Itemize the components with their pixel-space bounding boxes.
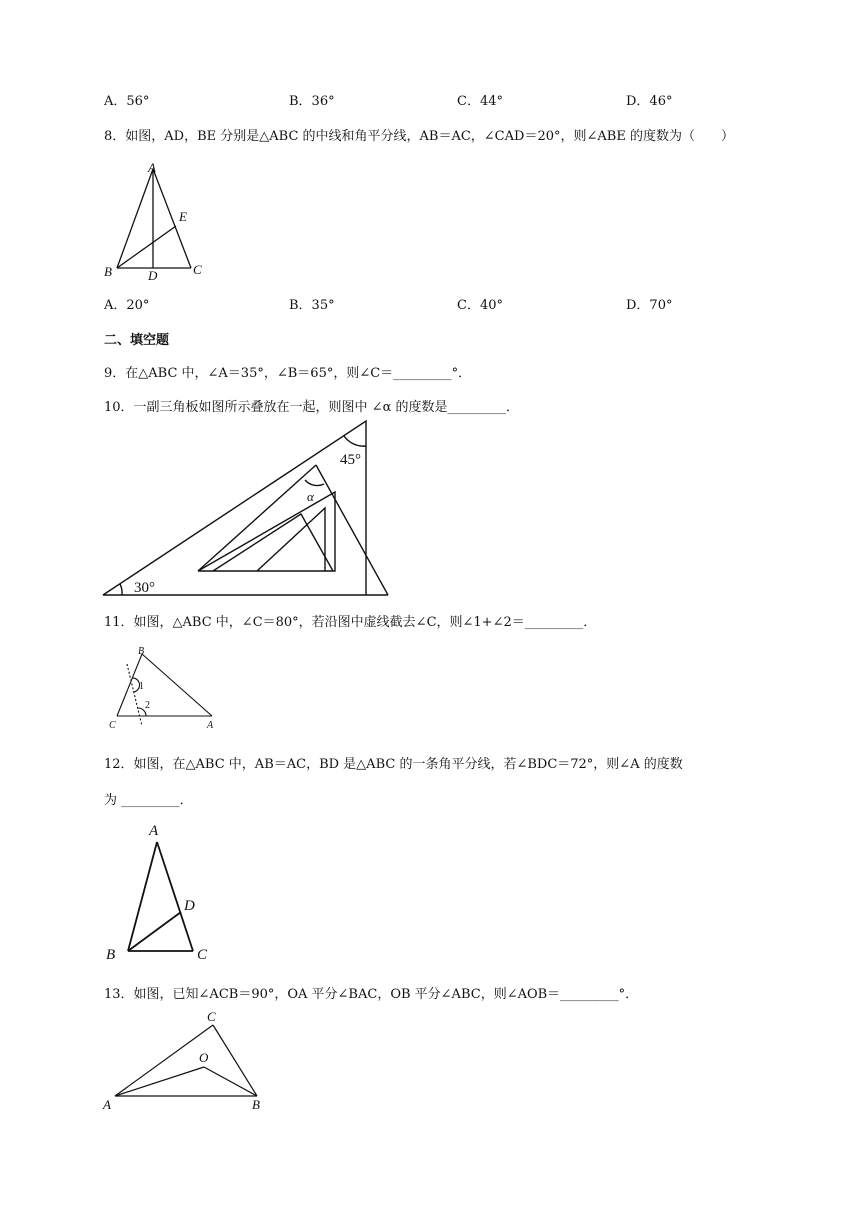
q8-option-d: D．70° xyxy=(626,298,673,313)
q12-question-text-line1: 12．如图，在△ABC 中，AB＝AC，BD 是△ABC 的一条角平分线，若∠BDC＝72°，则∠A 的度数 xyxy=(104,757,683,772)
q8-bisector-be xyxy=(117,226,176,268)
q8-label-e: E xyxy=(179,209,187,224)
q11-label-a: A xyxy=(207,720,214,731)
q8-option-b: B．35° xyxy=(289,298,335,313)
q12-label-c: C xyxy=(197,947,208,963)
q11-label-1: 1 xyxy=(139,681,144,692)
q8-label-a: A xyxy=(148,160,156,175)
q7-option-a: A．56° xyxy=(104,94,150,109)
q10-arc-30 xyxy=(120,584,122,595)
q7-option-b: B．36° xyxy=(289,94,335,109)
q13-side-cb xyxy=(213,1025,257,1096)
q13-label-a: A xyxy=(103,1097,111,1112)
q13-segment-ob xyxy=(204,1067,257,1096)
q11-side-ba xyxy=(142,654,212,716)
q10-question-text: 10．一副三角板如图所示叠放在一起，则图中 ∠α 的度数是_________． xyxy=(104,400,519,415)
q10-triangle-45-hyp xyxy=(198,465,316,571)
q11-label-2: 2 xyxy=(145,700,150,711)
q13-segment-ao xyxy=(115,1067,204,1096)
q12-question-text-line2: 为 _________． xyxy=(104,793,193,808)
q10-arc-alpha xyxy=(305,480,324,486)
q10-label-45: 45° xyxy=(340,452,361,468)
q12-side-ab xyxy=(128,842,157,951)
q8-option-a: A．20° xyxy=(104,298,150,313)
q12-side-ac xyxy=(157,842,193,951)
q10-set-squares-figure xyxy=(100,418,396,600)
q10-triangle-30-60 xyxy=(103,421,366,595)
q8-option-c: C．40° xyxy=(457,298,503,313)
q13-label-o: O xyxy=(199,1050,209,1065)
q8-question-text: 8．如图，AD，BE 分别是△ABC 的中线和角平分线，AB＝AC，∠CAD＝20°，则∠ABE 的度数为（ ） xyxy=(104,129,734,144)
q11-question-text: 11．如图，△ABC 中，∠C＝80°，若沿图中虚线截去∠C，则∠1+∠2＝_________． xyxy=(104,615,597,630)
q10-label-alpha: α xyxy=(307,489,314,504)
q13-question-text: 13．如图，已知∠ACB＝90°，OA 平分∠BAC，OB 平分∠ABC，则∠AOB＝_________°． xyxy=(104,987,639,1002)
q7-option-d: D．46° xyxy=(626,94,673,109)
q8-label-d: D xyxy=(148,268,158,282)
q11-label-b: B xyxy=(138,646,145,657)
q8-side-ab xyxy=(117,169,153,268)
q12-label-a: A xyxy=(149,823,159,839)
q10-inner-triangle-2 xyxy=(213,514,333,571)
q12-label-b: B xyxy=(106,947,116,963)
q13-label-b: B xyxy=(252,1097,260,1112)
q8-label-b: B xyxy=(104,264,112,279)
q8-triangle-figure xyxy=(100,160,210,282)
q10-arc-45 xyxy=(344,436,366,446)
q7-option-c: C．44° xyxy=(457,94,503,109)
q12-label-d: D xyxy=(184,898,195,914)
q11-label-c: C xyxy=(109,720,116,731)
q12-triangle-figure xyxy=(100,820,220,964)
q13-triangle-figure xyxy=(100,1005,272,1113)
q10-triangle-45-side xyxy=(316,465,388,595)
q10-inner-triangle xyxy=(198,492,335,571)
q13-label-c: C xyxy=(207,1009,216,1024)
q11-triangle-figure xyxy=(100,642,225,732)
q10-label-30: 30° xyxy=(134,580,155,596)
q8-label-c: C xyxy=(193,262,202,277)
section-heading-fill-in: 二、填空题 xyxy=(104,333,170,348)
q9-question-text: 9．在△ABC 中，∠A＝35°，∠B＝65°，则∠C＝_________°． xyxy=(104,366,472,381)
